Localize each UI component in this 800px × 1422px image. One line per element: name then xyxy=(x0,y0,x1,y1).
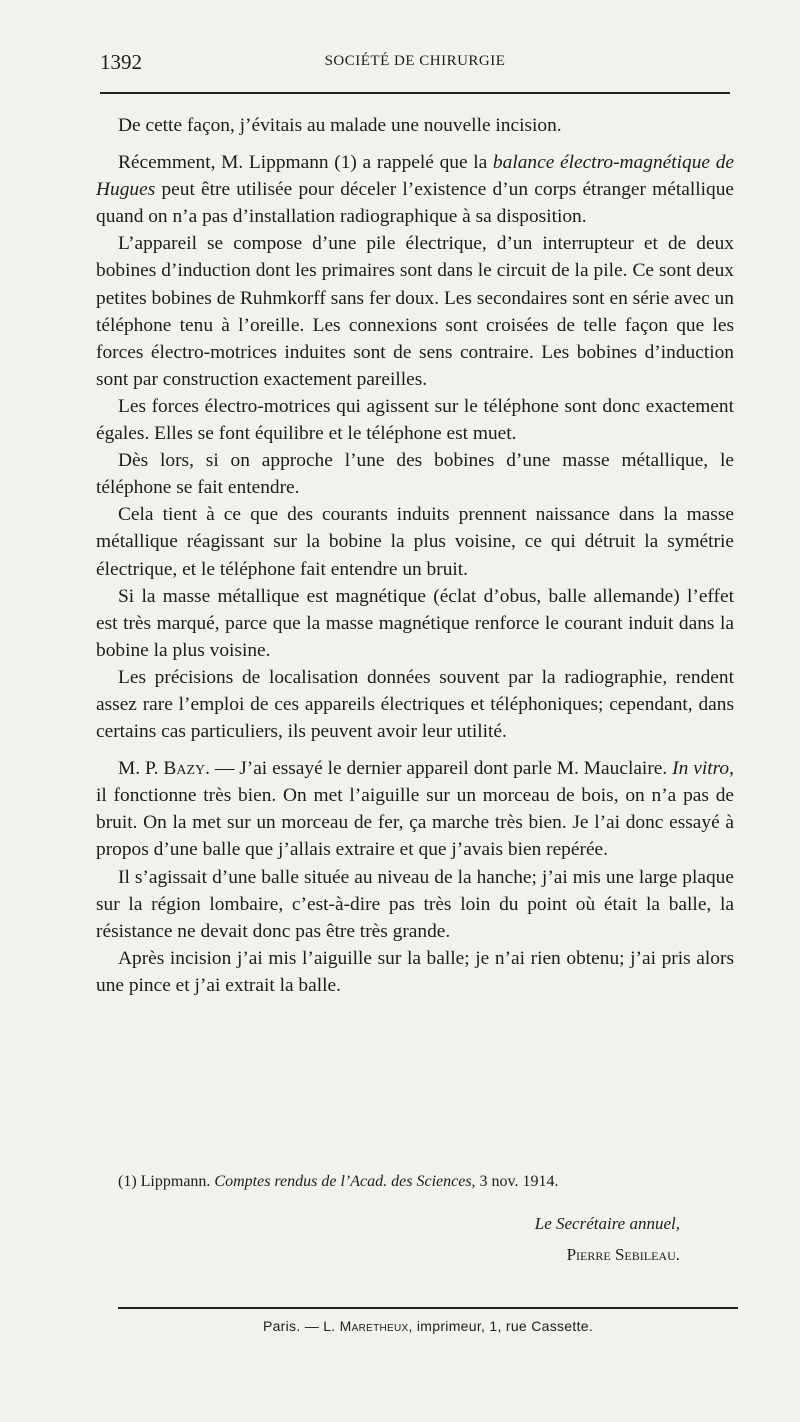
paragraph: Après incision j’ai mis l’aiguille sur la balle; je n’ai rien obtenu; j’ai pris alors une pince et j’ai extrait la balle. xyxy=(96,947,734,996)
paragraph: Il s’agissait d’une balle située au niveau de la hanche; j’ai mis une large plaque sur la région lombaire, c’est-à-dire pas très loin du point où était la balle, la résistance ne devait donc pas être très grande. xyxy=(96,866,734,942)
paragraph: Les précisions de localisation données souvent par la radiographie, rendent assez rare l’emploi de ces appareils électriques et téléphoniques; cependant, dans certains cas particuliers, ils peuvent avoir leur utilité. xyxy=(96,666,734,743)
paragraph-speaker-bazy: M. P. Bazy. — J’ai essayé le dernier appareil dont parle M. Mauclaire. In vitro, il fonctionne très bien. On met l’aiguille sur un morceau de bois, on n’a pas de bruit. On la met sur un morceau de fer, ça marche très bien. Je l’ai donc essayé à propos d’une balle que j’allais extraire et que j’avais bien repérée. xyxy=(96,758,734,861)
paragraph: Si la masse métallique est magnétique (éclat d’obus, balle allemande) l’effet est très marqué, parce que la masse magnétique renforce le courant induit dans la bobine la plus voisine. xyxy=(96,585,734,661)
paragraph: Dès lors, si on approche l’une des bobines d’une masse métallique, le téléphone se fait entendre. xyxy=(96,450,734,499)
running-title: SOCIÉTÉ DE CHIRURGIE xyxy=(324,53,506,69)
signature-name: Pierre Sebileau. xyxy=(566,1245,680,1264)
paragraph: Récemment, M. Lippmann (1) a rappelé que la balance électro-magnétique de Hugues peut être utilisée pour déceler l’existence d’un corps étranger métallique quand on n’a pas d’installation radiographique à sa disposition. xyxy=(96,152,734,228)
footnote: (1) Lippmann. Comptes rendus de l’Acad. des Sciences, 3 nov. 1914. xyxy=(118,1173,559,1190)
signature-role: Le Secrétaire annuel, xyxy=(534,1214,680,1233)
footer-rule xyxy=(118,1307,738,1309)
italic-term: In vitro xyxy=(672,758,730,780)
italic-term: balance électro-magnétique de Hugues xyxy=(96,152,734,201)
printer-name: Maretheux xyxy=(339,1318,409,1334)
paragraph: Les forces électro-motrices qui agissent sur le téléphone sont donc exactement égales. Elles se font équilibre et le téléphone est muet. xyxy=(96,395,734,445)
body-text xyxy=(96,112,734,999)
printer-imprint: Paris. — L. Maretheux, imprimeur, 1, rue Cassette. xyxy=(262,1318,594,1334)
paragraph: Cela tient à ce que des courants induits prennent naissance dans la masse métallique réagissant sur la bobine la plus voisine, ce qui détruit la symétrie électrique, et le téléphone fait entendre un bruit. xyxy=(96,504,734,580)
header-rule xyxy=(100,92,730,94)
page-number: 1392 xyxy=(100,50,142,74)
signature xyxy=(440,1208,680,1270)
page-header xyxy=(100,50,730,80)
paragraph: De cette façon, j’évitais au malade une nouvelle incision. xyxy=(118,115,562,136)
speaker-name: Bazy xyxy=(163,758,206,780)
paragraph: L’appareil se compose d’une pile électrique, d’un interrupteur et de deux bobines d’induction dont les primaires sont dans le circuit de la pile. Ce sont deux petites bobines de Ruhmkorff sans fer doux. Les secondaires sont en série avec un téléphone tenu à l’oreille. Les connexions sont croisées de telle façon que les forces électro-motrices induites sont de sens contraire. Les bobines d’induction sont par construction exactement pareilles. xyxy=(96,233,734,390)
